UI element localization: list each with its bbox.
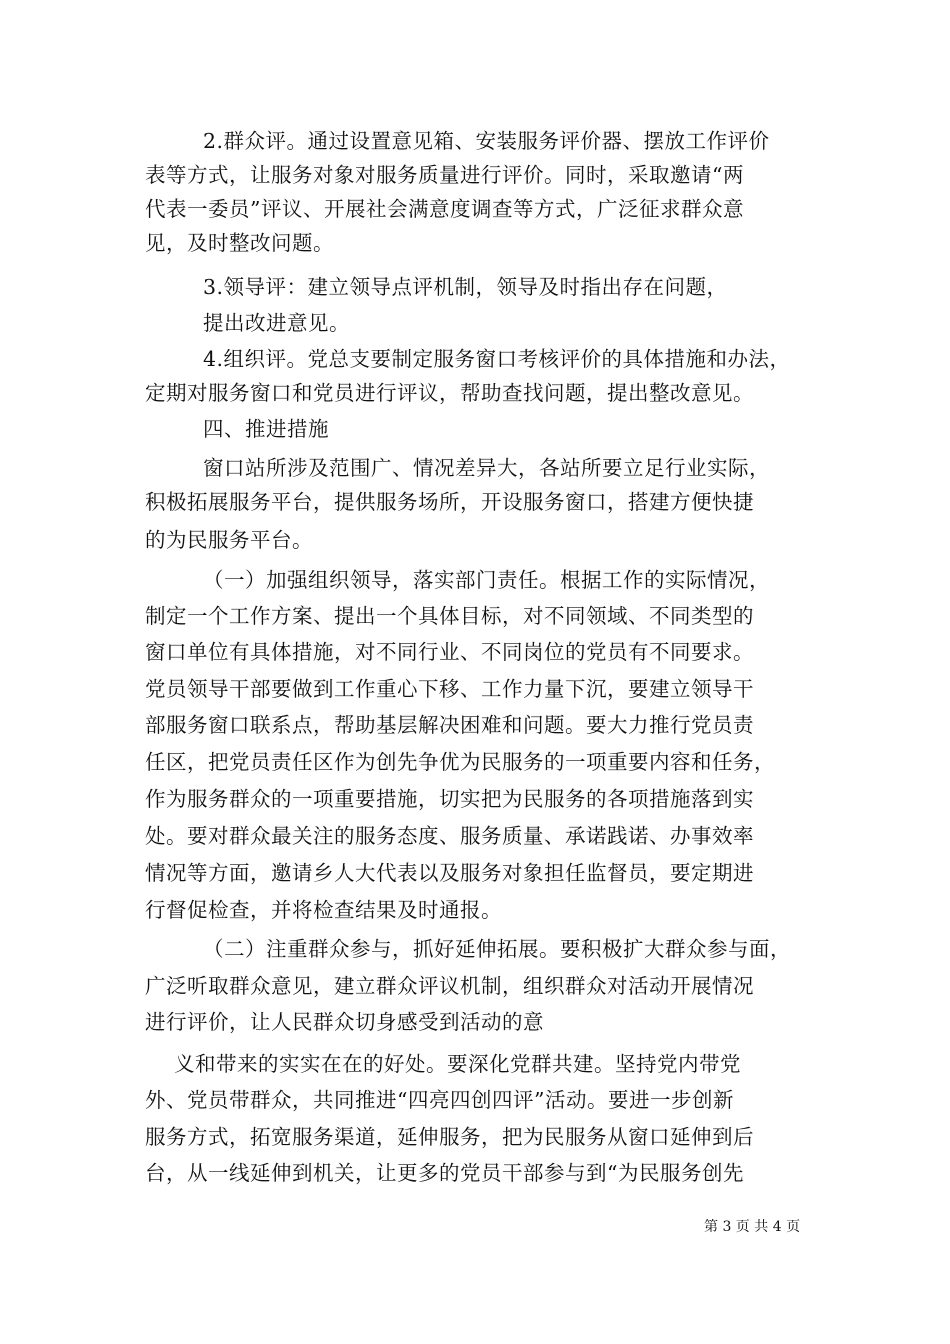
text-line: 表等方式，让服务对象对服务质量进行评价。同时，采取邀请“两 [145, 163, 744, 187]
text-line: 4.组织评。党总支要制定服务窗口考核评价的具体措施和办法， [203, 347, 791, 371]
text-line: 定期对服务窗口和党员进行评议，帮助查找问题，提出整改意见。 [145, 381, 754, 405]
text-line: （一）加强组织领导，落实部门责任。根据工作的实际情况， [203, 568, 770, 592]
text-line: 义和带来的实实在在的好处。要深化党群共建。坚持党内带党 [174, 1052, 741, 1076]
text-line: 党员领导干部要做到工作重心下移、工作力量下沉，要建立领导干 [145, 677, 754, 701]
text-line: 外、党员带群众，共同推进“四亮四创四评”活动。要进一步创新 [145, 1088, 734, 1112]
text-line: 的为民服务平台。 [145, 528, 313, 552]
text-line: 2.群众评。通过设置意见箱、安装服务评价器、摆放工作评价 [203, 129, 770, 153]
text-line: 广泛听取群众意见，建立群众评议机制，组织群众对活动开展情况 [145, 974, 754, 998]
text-line: 进行评价，让人民群众切身感受到活动的意 [145, 1010, 544, 1034]
page-number: 第 3 页 共 4 页 [704, 1219, 801, 1235]
text-line: 代表一委员”评议、开展社会满意度调查等方式，广泛征求群众意 [145, 197, 744, 221]
text-line: 见，及时整改问题。 [145, 231, 334, 255]
text-line: 服务方式，拓宽服务渠道，延伸服务，把为民服务从窗口延伸到后 [145, 1125, 754, 1149]
text-line: 窗口单位有具体措施，对不同行业、不同岗位的党员有不同要求。 [145, 640, 754, 664]
section-heading: 四、推进措施 [203, 417, 329, 441]
text-line: 作为服务群众的一项重要措施，切实把为民服务的各项措施落到实 [145, 787, 754, 811]
text-line: 台，从一线延伸到机关，让更多的党员干部参与到“为民服务创先 [145, 1161, 744, 1185]
text-line: 任区，把党员责任区作为创先争优为民服务的一项重要内容和任务， [145, 750, 775, 774]
text-line: 情况等方面，邀请乡人大代表以及服务对象担任监督员，要定期进 [145, 861, 754, 885]
text-line: 部服务窗口联系点，帮助基层解决困难和问题。要大力推行党员责 [145, 713, 754, 737]
text-line: 处。要对群众最关注的服务态度、服务质量、承诺践诺、办事效率 [145, 824, 754, 848]
text-line: 制定一个工作方案、提出一个具体目标，对不同领域、不同类型的 [145, 604, 754, 628]
text-line: 3.领导评：建立领导点评机制，领导及时指出存在问题， [203, 275, 728, 299]
text-line: 窗口站所涉及范围广、情况差异大，各站所要立足行业实际， [203, 456, 770, 480]
text-line: （二）注重群众参与，抓好延伸拓展。要积极扩大群众参与面， [203, 937, 791, 961]
text-line: 积极拓展服务平台，提供服务场所，开设服务窗口，搭建方便快捷 [145, 490, 754, 514]
text-line: 提出改进意见。 [203, 311, 350, 335]
text-line: 行督促检查，并将检查结果及时通报。 [145, 898, 502, 922]
